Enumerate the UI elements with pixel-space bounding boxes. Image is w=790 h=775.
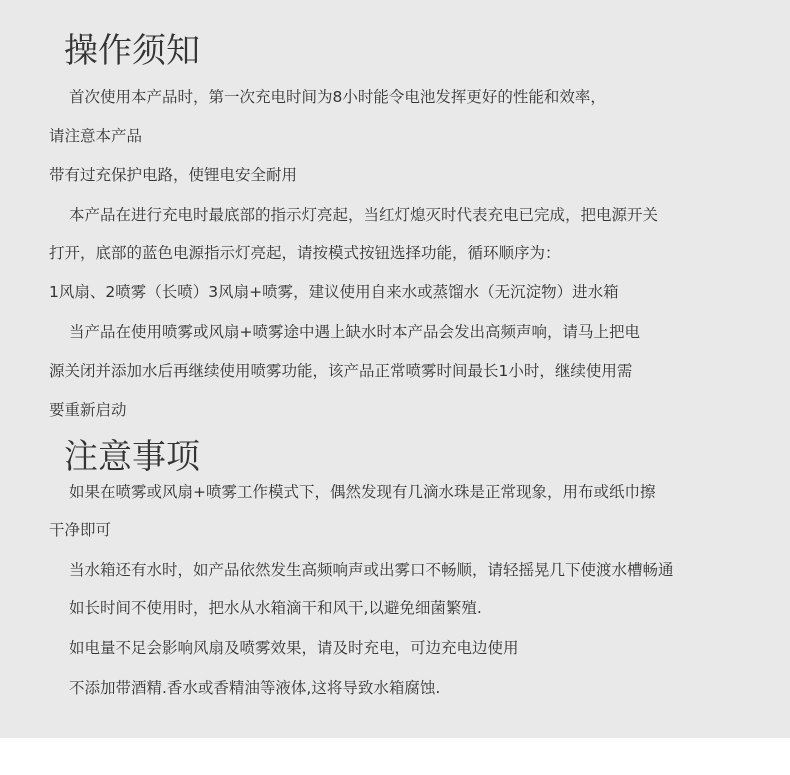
operation-line-8: 源关闭并添加水后再继续使用喷雾功能，该产品正常喷雾时间最长1小时，继续使用需 bbox=[49, 362, 633, 380]
operation-line-4: 本产品在进行充电时最底部的指示灯亮起，当红灯熄灭时代表充电已完成，把电源开关 bbox=[69, 206, 659, 224]
precaution-line-4: 如长时间不使用时，把水从水箱滴干和风干,以避免细菌繁殖. bbox=[69, 599, 482, 617]
precaution-line-5: 如电量不足会影响风扇及喷雾效果，请及时充电，可边充电边使用 bbox=[69, 639, 519, 657]
operation-line-2: 请注意本产品 bbox=[49, 127, 143, 145]
operation-line-9: 要重新启动 bbox=[49, 401, 127, 419]
operation-line-6: 1风扇、2喷雾（长喷）3风扇+喷雾，建议使用自来水或蒸馏水（无沉淀物）进水箱 bbox=[49, 283, 619, 301]
operation-line-3: 带有过充保护电路，使锂电安全耐用 bbox=[49, 166, 298, 184]
precaution-line-2: 干净即可 bbox=[49, 521, 112, 539]
precaution-line-6: 不添加带酒精.香水或香精油等液体,这将导致水箱腐蚀. bbox=[69, 679, 441, 697]
operation-line-1: 首次使用本产品时，第一次充电时间为8小时能令电池发挥更好的性能和效率， bbox=[69, 88, 606, 106]
operation-line-5: 打开，底部的蓝色电源指示灯亮起，请按模式按钮选择功能，循环顺序为： bbox=[49, 244, 561, 262]
precaution-line-1: 如果在喷雾或风扇+喷雾工作模式下，偶然发现有几滴水珠是正常现象，用布或纸巾擦 bbox=[69, 483, 656, 501]
precaution-line-3: 当水箱还有水时，如产品依然发生高频响声或出雾口不畅顺，请轻摇晃几下使渡水槽畅通 bbox=[69, 561, 674, 579]
section-title-precautions: 注意事项 bbox=[64, 437, 200, 477]
section-title-operation: 操作须知 bbox=[64, 31, 200, 71]
operation-line-7: 当产品在使用喷雾或风扇+喷雾途中遇上缺水时本产品会发出高频声响，请马上把电 bbox=[69, 323, 640, 341]
